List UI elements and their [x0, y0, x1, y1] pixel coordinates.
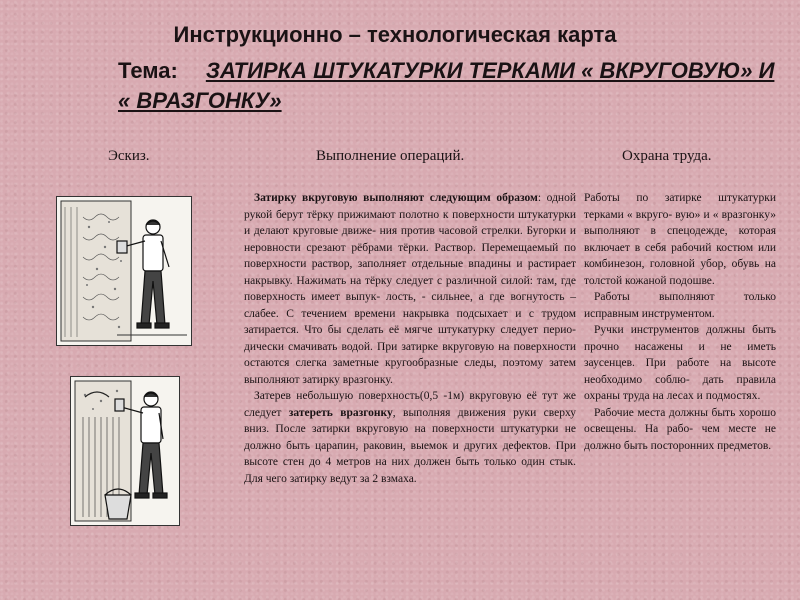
safety-text: [584, 190, 776, 454]
column-heading-operations: Выполнение операций.: [316, 148, 465, 164]
operations-straight-term: затереть вразгонку: [288, 406, 393, 419]
sketch-straight-rubbing-drawing: [71, 377, 179, 525]
topic-label: Тема:: [118, 58, 178, 83]
topic-line: [118, 56, 778, 116]
operations-paragraph-circular: [244, 190, 576, 388]
column-heading-sketch: Эскиз.: [108, 148, 150, 164]
sketch-circular-rubbing-drawing: [57, 197, 191, 345]
card-title-text: Инструкционно – технологическая карта: [173, 22, 617, 47]
safety-paragraph-tools: Работы выполняют только исправным инструментом.: [584, 291, 776, 320]
safety-paragraph-clothing: Работы по затирке штукатурки терками « вкруго- вую» и « вразгонку» выполняют в спецодежде, которая включает в себя рабочий костюм или комбинезон, головной убор, обувь на толстой кожаной подошве.: [584, 192, 776, 287]
sketch-circular-rubbing-image: [56, 196, 192, 346]
operations-straight-body: , выполняя движения руки сверху вниз. После затирки вкруговую на поверхности штукатурки не должно быть царапин, раковин, выемок и других дефектов. При высоте стен до 4 метров на них должен быть только один стык. Для чего затирку ведут за 2 взмаха.: [244, 406, 577, 485]
operations-circular-heading: Затирку вкруговую выполняют следующим образом: [254, 192, 538, 204]
card-title: [0, 22, 800, 48]
topic-text: ЗАТИРКА ШТУКАТУРКИ ТЕРКАМИ « ВКРУГОВУЮ» И « ВРАЗГОНКУ»: [118, 58, 775, 113]
operations-paragraph-straight: [244, 388, 576, 487]
operations-circular-body: : одной рукой берут тёрку прижимают полотно к поверхности штукатурки и делают круговые движе- ния против часовой стрелки. Бугорки и неровности срезают рёбрами тёрки. Раствор. Перемещаемый по поверхности раствор, заполняет отдельные впадины и растирает накрывку. Нажимать на тёрку следует с различной силой: там, где поверхность имеет выпук- лость, - сильнее, а где вогнутость – слабее. С течением времени накрывка подсыхает и с трудом затирается. Что бы сделать её мягче штукатурку следует перио- дически смачивать водой. При затирке вкруговую на поверхности остаются слегка заметные кругообразные следы, поэтому затем выполняют затирку вразгонку.: [244, 192, 576, 386]
sketch-straight-rubbing-image: [70, 376, 180, 526]
operations-text: [244, 190, 576, 487]
column-heading-safety: Охрана труда.: [622, 148, 712, 164]
operations-straight-start: Затерев небольшую поверхность(0,5 -1м) вкруговую её тут же следует: [244, 390, 576, 419]
safety-paragraph-handles: Ручки инструментов должны быть прочно насажены и не иметь заусенцев. При работе на высоте необходимо соблю- дать правила охраны труда на лесах и подмостях.: [584, 324, 776, 402]
safety-paragraph-workplace: Рабочие места должны быть хорошо освещены. На рабо- чем месте не должно быть посторонних предметов.: [584, 406, 776, 452]
